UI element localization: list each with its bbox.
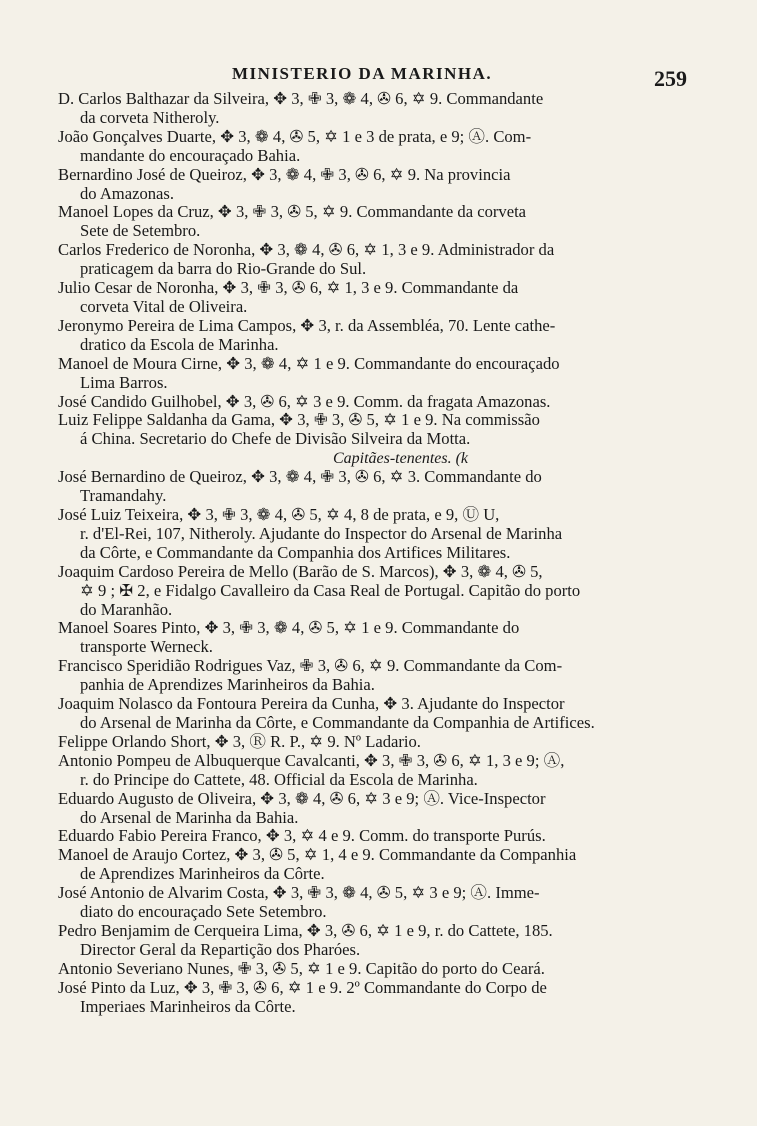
entry-continuation-line: praticagem da barra do Rio-Grande do Sul. (80, 259, 367, 279)
officer-entry (58, 468, 703, 506)
entry-continuation-line: Imperiaes Marinheiros da Côrte. (80, 996, 296, 1016)
entry-line: Antonio Pompeu de Albuquerque Cavalcanti, ✥ 3, ✙ 3, ✇ 6, ✡ 1, 3 e 9; Ⓐ, (58, 750, 565, 770)
entry-continuation-line: do Maranhão. (80, 599, 173, 619)
officer-entry (58, 90, 703, 128)
officer-entry (58, 203, 703, 241)
entry-line: José Bernardino de Queiroz, ✥ 3, ❁ 4, ✙ 3, ✇ 6, ✡ 3. Commandante do (58, 467, 542, 487)
entry-line: José Candido Guilhobel, ✥ 3, ✇ 6, ✡ 3 e 9. Comm. da fragata Amazonas. (58, 391, 551, 411)
entry-continuation-line: do Arsenal de Marinha da Bahia. (80, 807, 299, 827)
entry-line: Julio Cesar de Noronha, ✥ 3, ✙ 3, ✇ 6, ✡ 1, 3 e 9. Commandante da (58, 278, 519, 298)
officer-entry (58, 657, 703, 695)
entry-line: Manoel de Moura Cirne, ✥ 3, ❁ 4, ✡ 1 e 9. Commandante do encouraçado (58, 353, 560, 373)
entry-line: Eduardo Fabio Pereira Franco, ✥ 3, ✡ 4 e 9. Comm. do transporte Purús. (58, 826, 546, 846)
entry-continuation-line: Sete de Setembro. (80, 221, 201, 241)
entry-line: Manoel Soares Pinto, ✥ 3, ✙ 3, ❁ 4, ✇ 5, ✡ 1 e 9. Commandante do (58, 618, 520, 638)
officer-entry (58, 506, 703, 563)
entry-line: D. Carlos Balthazar da Silveira, ✥ 3, ✙ 3, ❁ 4, ✇ 6, ✡ 9. Commandante (58, 89, 544, 108)
entry-continuation-line: dratico da Escola de Marinha. (80, 334, 279, 354)
officer-entry (58, 393, 703, 412)
entry-continuation-line: á China. Secretario do Chefe de Divisão Silveira da Motta. (80, 429, 471, 449)
entry-continuation-line: Tramandahy. (80, 486, 167, 506)
running-title: MINISTERIO DA MARINHA. (232, 64, 493, 83)
entry-continuation-line: mandante do encouraçado Bahia. (80, 145, 301, 165)
entry-line: Carlos Frederico de Noronha, ✥ 3, ❁ 4, ✇ 6, ✡ 1, 3 e 9. Administrador da (58, 240, 555, 260)
officer-entry (58, 846, 703, 884)
officer-list (58, 90, 703, 1017)
entry-continuation-line: do Amazonas. (80, 183, 175, 203)
officer-entry (58, 979, 703, 1017)
entry-line: Bernardino José de Queiroz, ✥ 3, ❁ 4, ✙ 3, ✇ 6, ✡ 9. Na provincia (58, 164, 511, 184)
officer-entry (58, 790, 703, 828)
entry-line: Antonio Severiano Nunes, ✙ 3, ✇ 5, ✡ 1 e 9. Capitão do porto do Ceará. (58, 958, 545, 978)
entry-line: Luiz Felippe Saldanha da Gama, ✥ 3, ✙ 3, ✇ 5, ✡ 1 e 9. Na commissão (58, 410, 540, 430)
entry-continuation-line: r. do Principe do Cattete, 48. Official da Escola de Marinha. (80, 769, 478, 789)
entry-line: Joaquim Cardoso Pereira de Mello (Barão de S. Marcos), ✥ 3, ❁ 4, ✇ 5, (58, 561, 543, 581)
entry-line: Manoel de Araujo Cortez, ✥ 3, ✇ 5, ✡ 1, 4 e 9. Commandante da Companhia (58, 845, 577, 865)
officer-entry (58, 733, 703, 752)
entry-line: Pedro Benjamim de Cerqueira Lima, ✥ 3, ✇ 6, ✡ 1 e 9, r. do Cattete, 185. (58, 920, 553, 940)
entry-continuation-line: ✡ 9 ; ✠ 2, e Fidalgo Cavalleiro da Casa Real de Portugal. Capitão do porto (80, 580, 581, 600)
entries-group-a (58, 90, 703, 449)
entry-continuation-line: de Aprendizes Marinheiros da Côrte. (80, 864, 325, 884)
entry-line: José Antonio de Alvarim Costa, ✥ 3, ✙ 3, ❁ 4, ✇ 5, ✡ 3 e 9; Ⓐ. Imme- (58, 883, 540, 903)
entry-continuation-line: Director Geral da Repartição dos Pharóes. (80, 939, 361, 959)
entry-continuation-line: Lima Barros. (80, 372, 168, 392)
entry-line: José Luiz Teixeira, ✥ 3, ✙ 3, ❁ 4, ✇ 5, ✡ 4, 8 de prata, e 9, Ⓤ U, (58, 505, 500, 525)
entry-line: João Gonçalves Duarte, ✥ 3, ❁ 4, ✇ 5, ✡ 1 e 3 de prata, e 9; Ⓐ. Com- (58, 126, 532, 146)
entry-continuation-line: da corveta Nitheroly. (80, 107, 220, 127)
officer-entry (58, 411, 703, 449)
entry-line: Jeronymo Pereira de Lima Campos, ✥ 3, r. da Assembléa, 70. Lente cathe- (58, 315, 556, 335)
officer-entry (58, 166, 703, 204)
entry-line: José Pinto da Luz, ✥ 3, ✙ 3, ✇ 6, ✡ 1 e 9. 2º Commandante do Corpo de (58, 977, 547, 997)
officer-entry (58, 128, 703, 166)
officer-entry (58, 317, 703, 355)
officer-entry (58, 241, 703, 279)
entry-continuation-line: corveta Vital de Oliveira. (80, 296, 248, 316)
entry-line: Felippe Orlando Short, ✥ 3, Ⓡ R. P., ✡ 9. Nº Ladario. (58, 731, 421, 751)
entry-continuation-line: panhia de Aprendizes Marinheiros da Bahia. (80, 675, 375, 695)
officer-entry (58, 355, 703, 393)
entries-group-b (58, 468, 703, 1016)
page-number: 259 (654, 66, 687, 91)
section-title: Capitães-tenentes. (k (332, 450, 469, 468)
officer-entry (58, 827, 703, 846)
officer-entry (58, 279, 703, 317)
entry-continuation-line: r. d'El-Rei, 107, Nitheroly. Ajudante do Inspector do Arsenal de Marinha (80, 523, 563, 543)
officer-entry (58, 695, 703, 733)
officer-entry (58, 619, 703, 657)
entry-line: Eduardo Augusto de Oliveira, ✥ 3, ❁ 4, ✇ 6, ✡ 3 e 9; Ⓐ. Vice-Inspector (58, 788, 546, 808)
entry-continuation-line: do Arsenal de Marinha da Côrte, e Commandante da Companhia de Artifices. (80, 713, 595, 732)
officer-entry (58, 922, 703, 960)
officer-entry (58, 563, 703, 620)
entry-line: Francisco Speridião Rodrigues Vaz, ✙ 3, ✇ 6, ✡ 9. Commandante da Com- (58, 656, 563, 676)
officer-entry (58, 752, 703, 790)
officer-entry (58, 884, 703, 922)
entry-line: Joaquim Nolasco da Fontoura Pereira da Cunha, ✥ 3. Ajudante do Inspector (58, 694, 565, 714)
entry-continuation-line: da Côrte, e Commandante da Companhia dos Artifices Militares. (80, 542, 511, 562)
entry-continuation-line: transporte Werneck. (80, 637, 213, 657)
page-header (0, 58, 757, 91)
officer-entry (58, 960, 703, 979)
entry-line: Manoel Lopes da Cruz, ✥ 3, ✙ 3, ✇ 5, ✡ 9. Commandante da corveta (58, 202, 527, 222)
entry-continuation-line: diato do encouraçado Sete Setembro. (80, 902, 327, 922)
